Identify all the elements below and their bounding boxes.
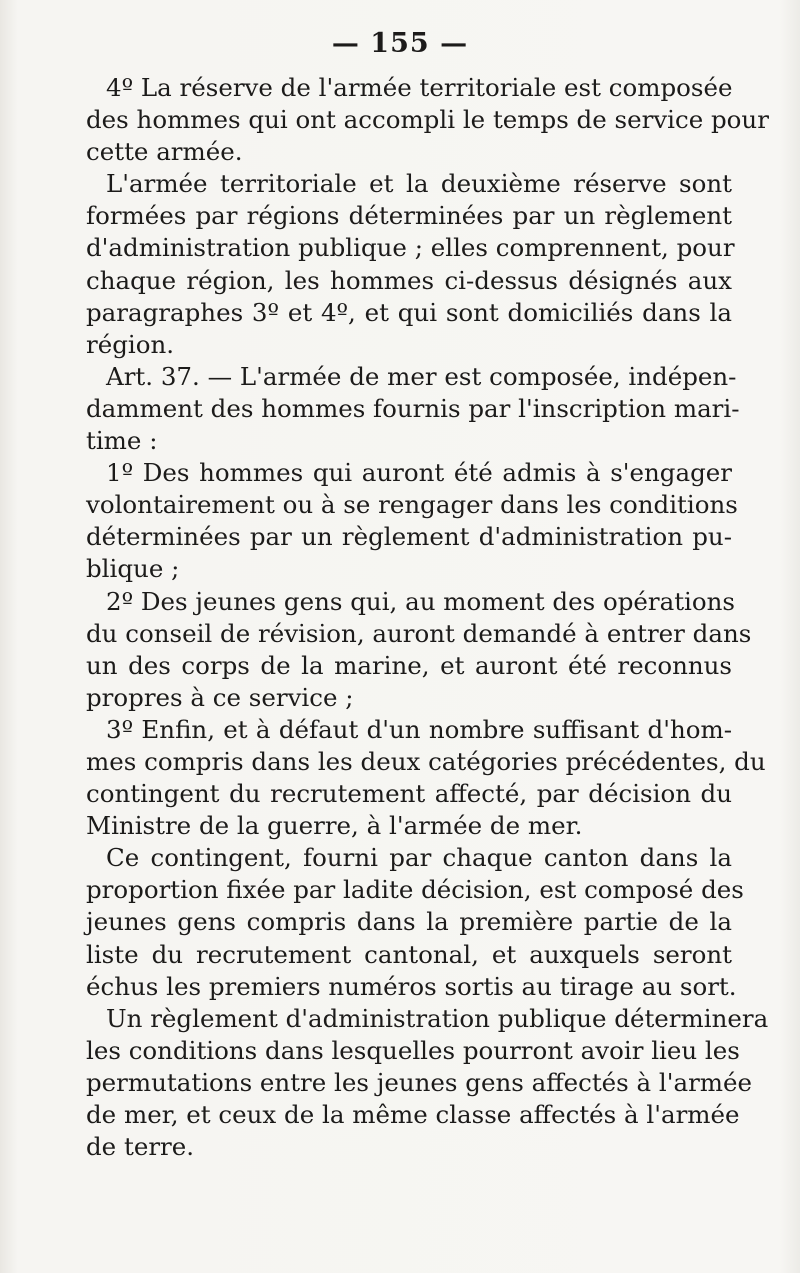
text-line: 1º Des hommes qui auront été admis à s'engager <box>106 458 732 488</box>
paragraph-p7 <box>86 842 744 1002</box>
text-line: formées par régions déterminées par un règlement <box>86 201 732 231</box>
text-line: time : <box>86 426 158 456</box>
text-line: volontairement ou à se rengager dans les conditions <box>86 490 738 520</box>
paragraph-p3 <box>86 361 740 457</box>
text-line: du conseil de révision, auront demandé à entrer dans <box>86 618 752 648</box>
text-line: échus les premiers numéros sortis au tirage au sort. <box>86 971 737 1001</box>
text-line: Art. 37. — L'armée de mer est composée, indépen- <box>106 361 737 391</box>
text-line: chaque région, les hommes ci-dessus désignés aux <box>86 265 732 295</box>
text-line: un des corps de la marine, et auront été reconnus <box>86 650 732 680</box>
text-line: 3º Enfin, et à défaut d'un nombre suffisant d'hom- <box>106 714 732 744</box>
text-line: damment des hommes fournis par l'inscription mari- <box>86 393 740 423</box>
text-line: Ministre de la guerre, à l'armée de mer. <box>86 811 583 841</box>
text-line: d'administration publique ; elles comprennent, pour <box>86 233 735 263</box>
text-line: déterminées par un règlement d'administration pu- <box>86 522 732 552</box>
text-line: Un règlement d'administration publique déterminera <box>106 1003 769 1033</box>
text-line: Ce contingent, fourni par chaque canton dans la <box>106 843 732 873</box>
text-line: L'armée territoriale et la deuxième réserve sont <box>106 169 732 199</box>
text-line: de terre. <box>86 1132 195 1162</box>
text-line: 2º Des jeunes gens qui, au moment des opérations <box>106 586 735 616</box>
text-line: paragraphes 3º et 4º, et qui sont domiciliés dans la <box>86 297 732 327</box>
text-line: permutations entre les jeunes gens affectés à l'armée <box>86 1067 753 1097</box>
text-line: les conditions dans lesquelles pourront avoir lieu les <box>86 1035 740 1065</box>
page-number: — 155 — <box>331 28 469 59</box>
text-line: propres à ce service ; <box>86 682 354 712</box>
text-line: proportion fixée par ladite décision, est composé des <box>86 875 744 905</box>
text-line: cette armée. <box>86 137 243 167</box>
text-line: liste du recrutement cantonal, et auxquels seront <box>86 939 732 969</box>
paragraph-p6 <box>86 714 766 842</box>
text-line: 4º La réserve de l'armée territoriale est composée <box>106 73 733 102</box>
paragraph-p2 <box>86 168 735 361</box>
paragraph-p8 <box>86 1003 769 1163</box>
text-line: de mer, et ceux de la même classe affectés à l'armée <box>86 1100 740 1129</box>
text-line: région. <box>86 329 175 359</box>
text-line: blique ; <box>86 554 180 584</box>
paragraph-p1 <box>86 72 769 168</box>
text-line: jeunes gens compris dans la première partie de la <box>86 907 732 937</box>
body-text <box>86 72 769 1163</box>
paragraph-p5 <box>86 586 752 714</box>
paragraph-p4 <box>86 457 738 585</box>
text-line: des hommes qui ont accompli le temps de service pour <box>86 105 769 135</box>
text-line: mes compris dans les deux catégories précédentes, du <box>86 746 766 776</box>
text-line: contingent du recrutement affecté, par décision du <box>86 779 732 809</box>
